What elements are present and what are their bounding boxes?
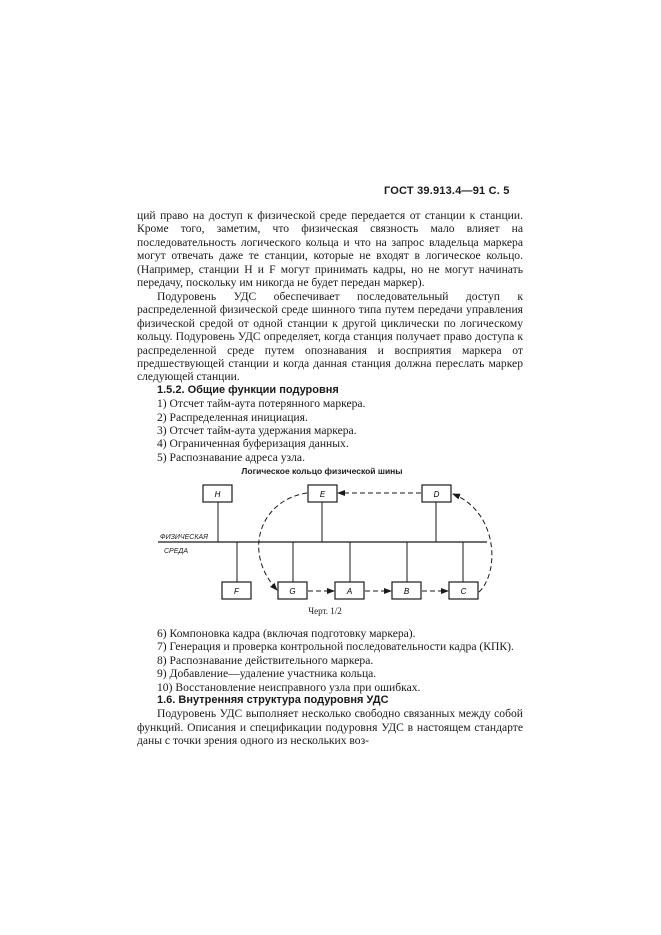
list-item: 3) Отсчет тайм-аута удержания маркера.: [157, 424, 357, 438]
text-block-bottom: [137, 627, 523, 748]
svg-text:F: F: [234, 587, 239, 596]
page-header: ГОСТ 39.913.4—91 С. 5: [384, 185, 510, 197]
logical-ring-diagram: [150, 462, 500, 622]
paragraph-2: Подуровень УДС обеспечивает последовательный доступ к распределенной физической среде шинного типа путем передачи управления физической средой от одной станции к другой циклически по логическому кольцу. Подуровень УДС определяет, когда станция получает право доступа к распределенной среде путем опознавания и восприятия маркера от предшествующей станции и когда данная станция должна переслать маркер следующей станции.: [137, 290, 523, 384]
svg-text:E: E: [319, 490, 326, 499]
svg-text:D: D: [433, 490, 440, 499]
svg-text:B: B: [403, 587, 410, 596]
section-heading-1-6: 1.6. Внутренняя структура подуровня УДС: [157, 694, 389, 707]
list-item: 9) Добавление—удаление участника кольца.: [157, 667, 377, 681]
figure-title: Логическое кольцо физической шины: [241, 466, 403, 476]
station-h: [203, 485, 232, 502]
list-item: 8) Распознавание действительного маркера.: [157, 653, 374, 667]
text-block-middle: [137, 290, 523, 464]
station-a: [335, 582, 364, 599]
section-1-6-paragraph: Подуровень УДС выполняет несколько свободно связанных между собой функций. Описания и спецификации подуровня УДС в настоящем стандарте даны с точки зрения одного из нескольких воз-: [137, 707, 523, 748]
bus-label-line2: СРЕДА: [164, 548, 188, 555]
svg-text:C: C: [460, 587, 467, 596]
section-heading-1-5-2: 1.5.2. Общие функции подуровня: [157, 383, 339, 396]
continuation-paragraph: ций право на доступ к физической среде передается от станции к станции. Кроме того, заметим, что физическая связность мало влияет на последовательность логического кольца и что на запрос владельца маркера могут отвечать даже те станции, которые не входят в логическое кольцо. (Например, станции H и F могут принимать кадры, но не могут начинать передачу, поскольку им никогда не будет передан маркер).: [137, 209, 523, 290]
list-item: 7) Генерация и проверка контрольной последовательности кадра (КПК).: [157, 640, 514, 654]
station-d: [422, 485, 451, 502]
list-item: 10) Восстановление неисправного узла при ошибках.: [157, 680, 421, 694]
svg-text:G: G: [289, 587, 296, 596]
station-c: [449, 582, 478, 599]
text-block-top: [137, 209, 523, 289]
svg-text:H: H: [214, 490, 221, 499]
list-item: 4) Ограниченная буферизация данных.: [157, 437, 349, 451]
station-f: [222, 582, 251, 599]
bus-label-line1: ФИЗИЧЕСКАЯ: [160, 534, 208, 541]
station-b: [392, 582, 421, 599]
station-g: [278, 582, 307, 599]
list-item: 2) Распределенная инициация.: [157, 410, 308, 424]
svg-text:A: A: [346, 587, 353, 596]
figure-caption: Черт. 1/2: [308, 606, 342, 616]
list-item: 1) Отсчет тайм-аута потерянного маркера.: [157, 397, 366, 411]
list-item: 6) Компоновка кадра (включая подготовку маркера).: [157, 627, 416, 640]
list-item: 5) Распознавание адреса узла.: [157, 450, 305, 464]
station-e: [308, 485, 337, 502]
